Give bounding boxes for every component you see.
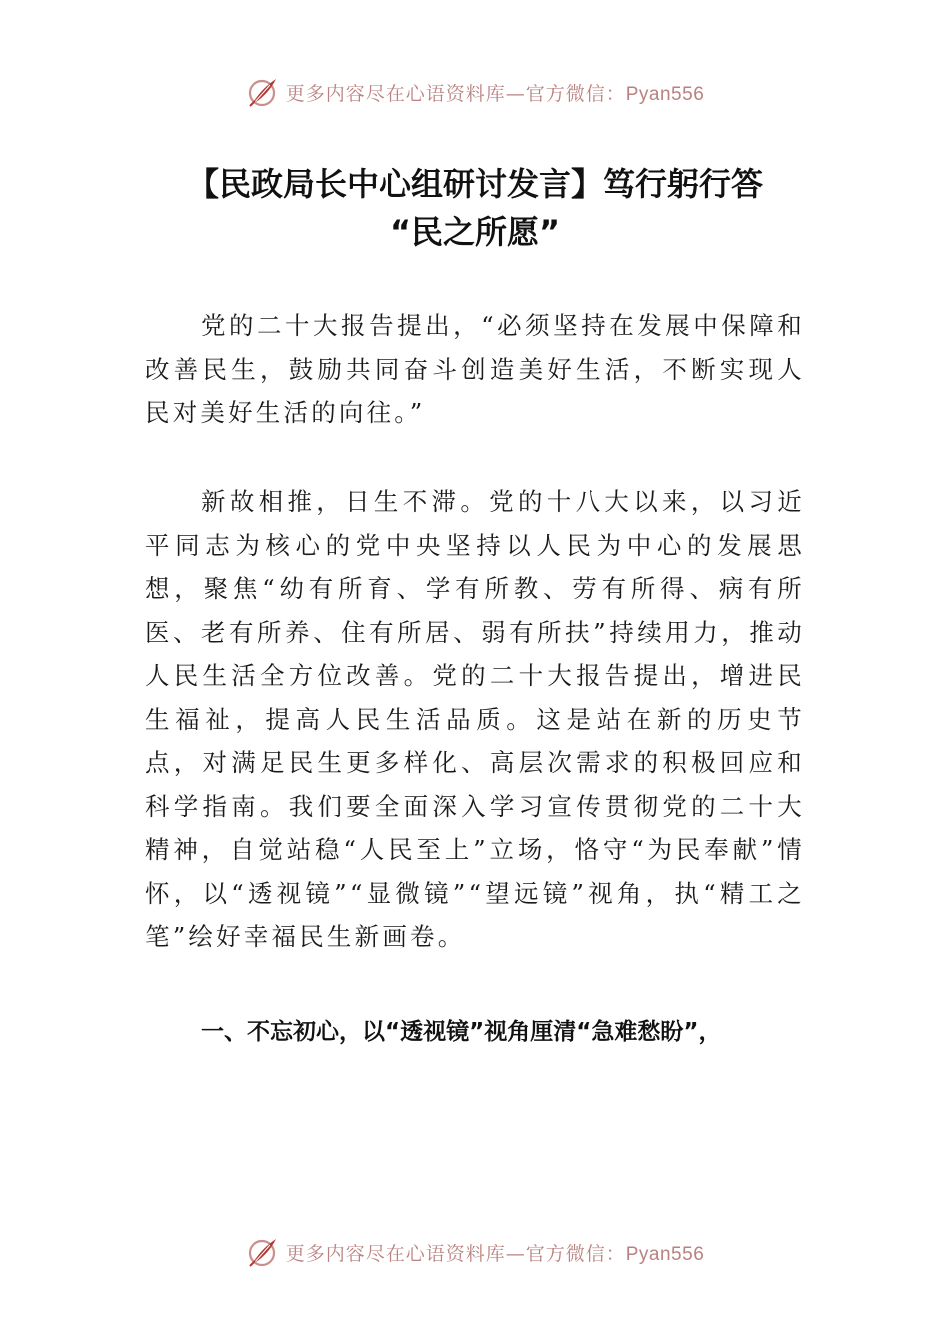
title-line-1: 【民政局长中心组研讨发言】笃行躬行答: [186, 165, 763, 203]
title-line-2: “民之所愿”: [389, 213, 561, 251]
section-heading-1: 一、不忘初心，以“透视镜”视角厘清“急难愁盼”，: [201, 1019, 722, 1045]
quill-pen-logo-icon: [246, 1235, 280, 1269]
paragraph-1: 党的二十大报告提出，“必须坚持在发展中保障和改善民生，鼓励共同奋斗创造美好生活，不断实现人民对美好生活的向往。”: [145, 311, 805, 427]
watermark-text: 更多内容尽在心语资料库—官方微信：Pyan556: [285, 82, 705, 105]
footer-watermark-banner: [0, 1232, 950, 1272]
paragraph-2: 新故相推，日生不滞。党的十八大以来，以习近平同志为核心的党中央坚持以人民为中心的发展思想，聚焦“幼有所育、学有所教、劳有所得、病有所医、老有所养、住有所居、弱有所扶”持续用力，推动人民生活全方位改善。党的二十大报告提出，增进民生福祉，提高人民生活品质。这是站在新的历史节点，对满足民生更多样化、高层次需求的积极回应和科学指南。我们要全面深入学习宣传贯彻党的二十大精神，自觉站稳“人民至上”立场，恪守“为民奉献”情怀，以“透视镜”“显微镜”“望远镜”视角，执“精工之笔”绘好幸福民生新画卷。: [145, 487, 805, 951]
wechat-handle: Pyan556: [625, 83, 705, 105]
wechat-handle: Pyan556: [625, 1243, 705, 1265]
document-title: [145, 160, 805, 256]
header-watermark-banner: [0, 72, 950, 112]
watermark-text: 更多内容尽在心语资料库—官方微信：Pyan556: [285, 1242, 705, 1265]
quill-pen-logo-icon: [246, 75, 280, 109]
